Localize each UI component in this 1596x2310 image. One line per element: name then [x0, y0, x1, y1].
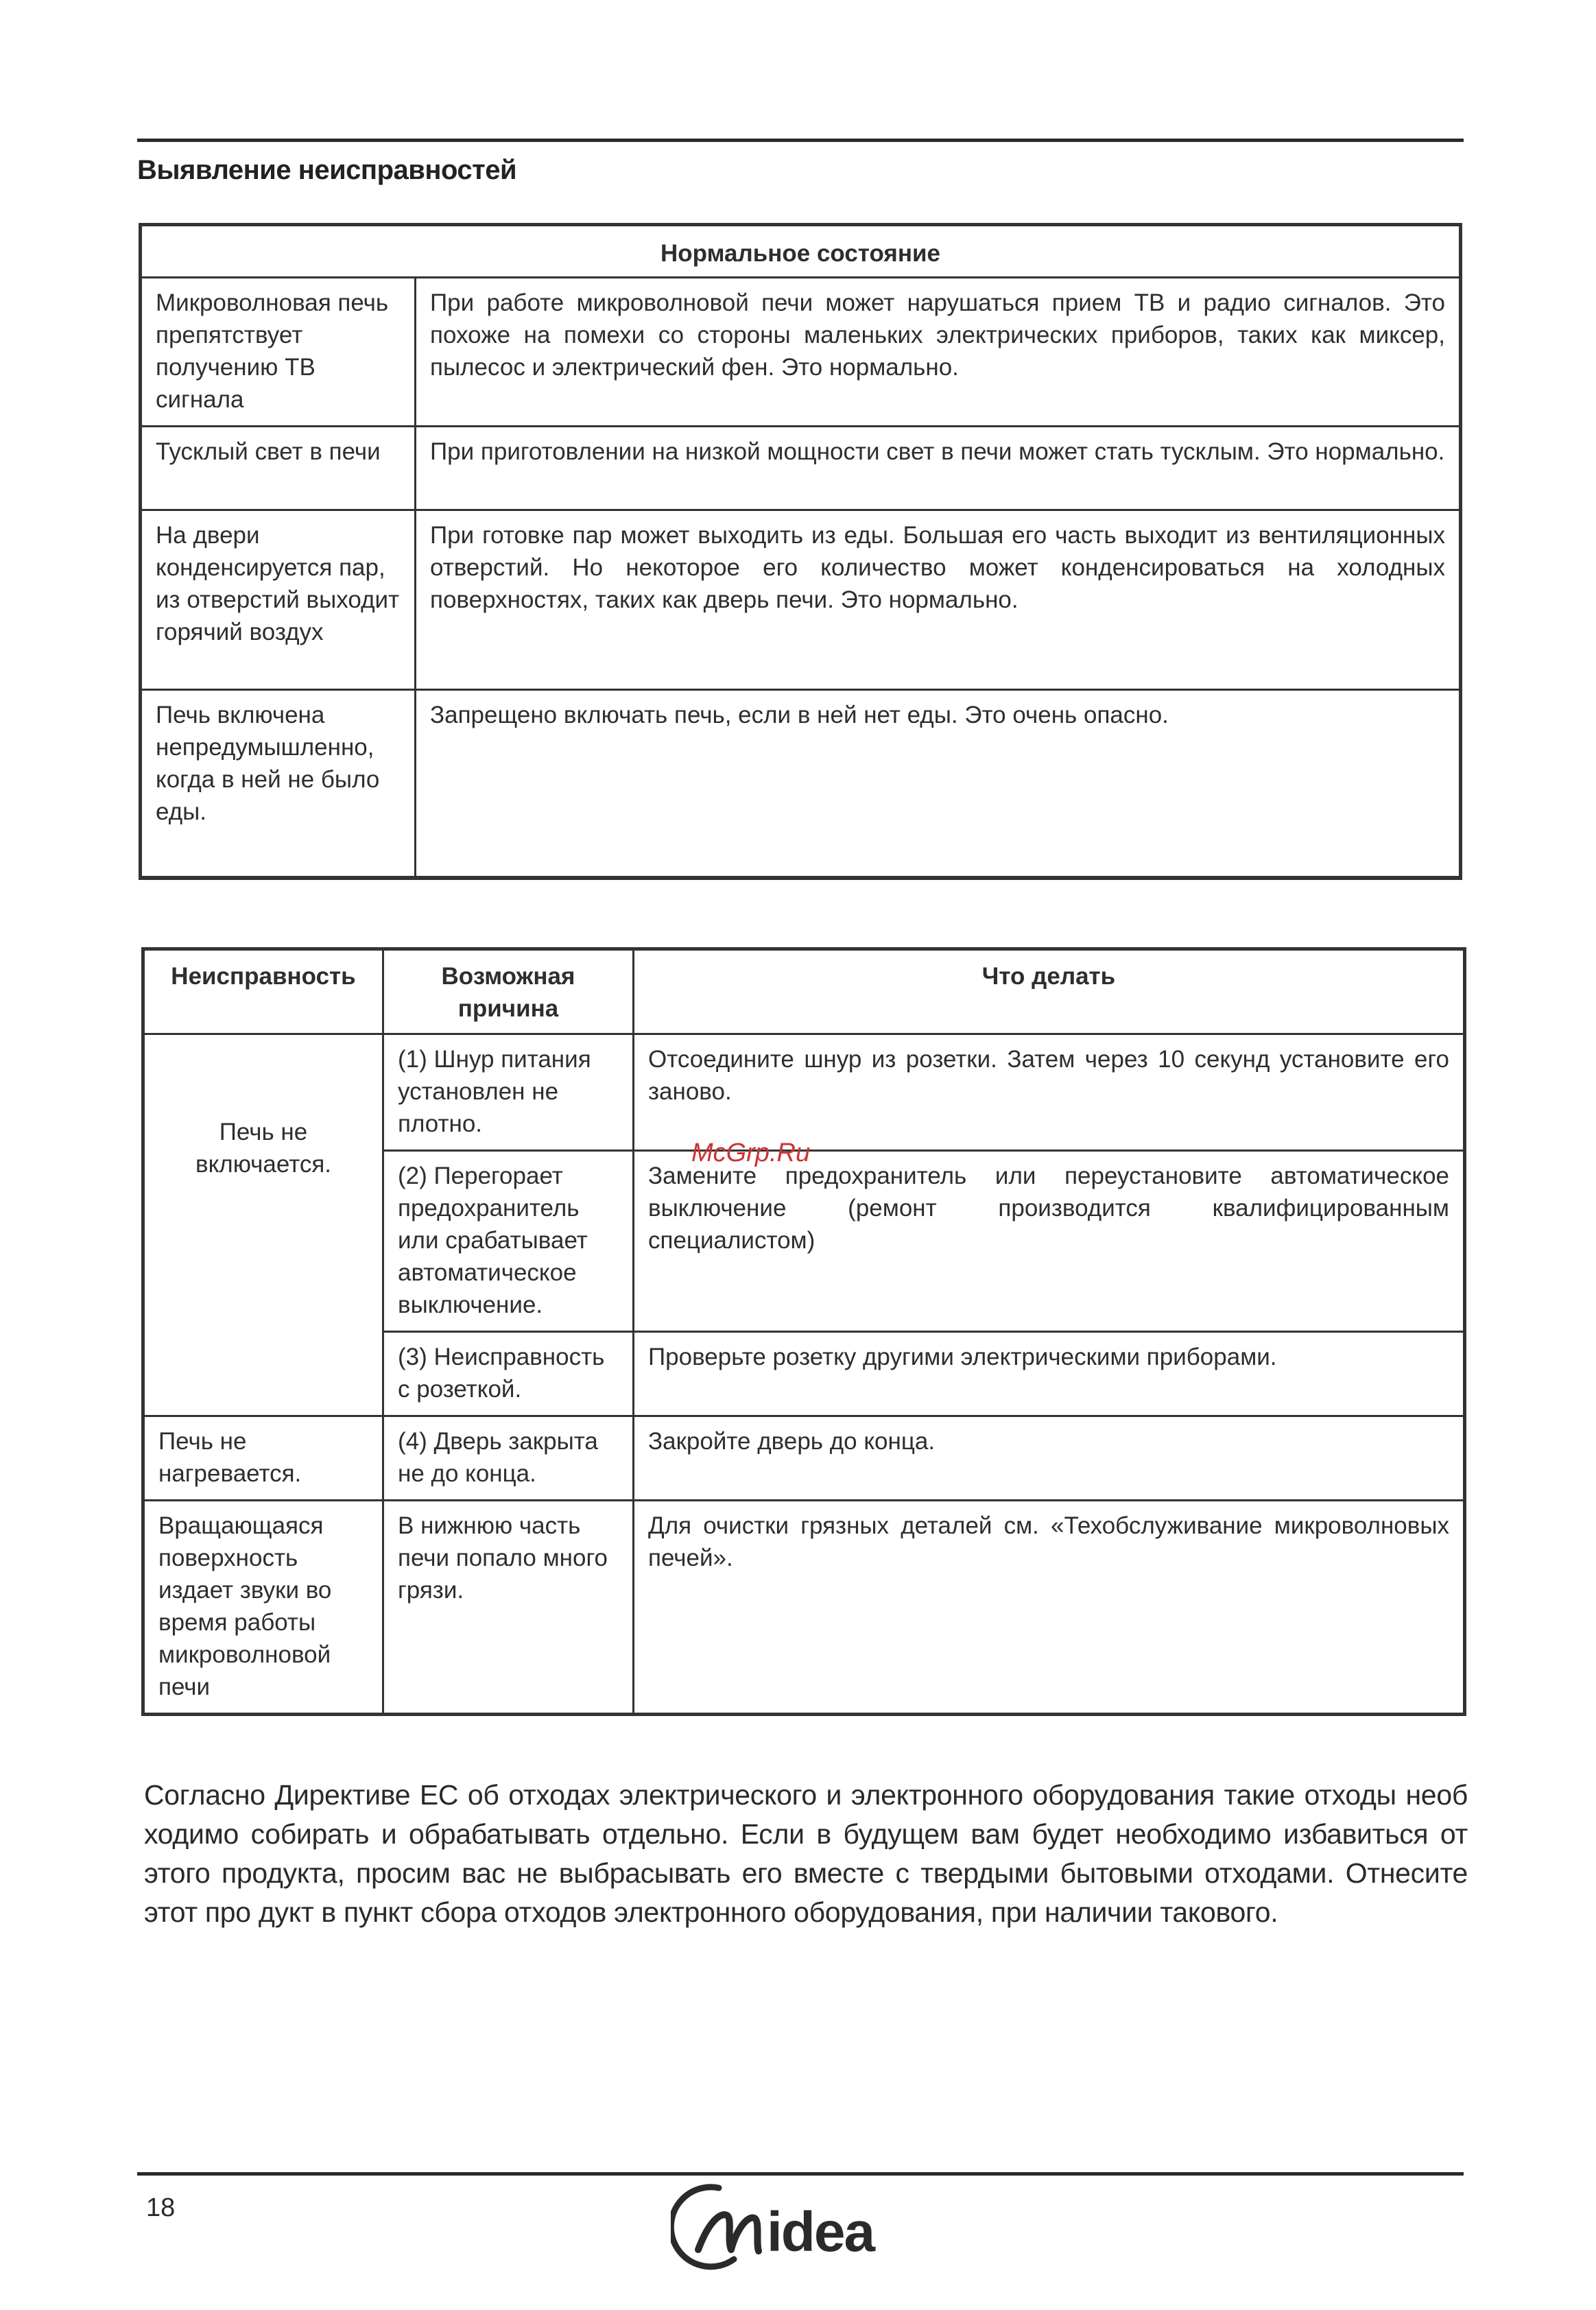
table-row: [141, 278, 1461, 427]
midea-logo: [671, 2174, 918, 2270]
table-row: [143, 1501, 1465, 1715]
table-row: [141, 510, 1461, 690]
cause-cell: (4) Дверь закрыта не до конца.: [383, 1416, 634, 1501]
table-row: [141, 427, 1461, 510]
top-rule: [137, 139, 1464, 142]
cause-cell: (2) Перегорает предохранитель или срабатывает автоматическое выключение.: [383, 1151, 634, 1332]
watermark: McGrp.Ru: [691, 1139, 811, 1167]
section-title: Выявление неисправностей: [137, 155, 517, 185]
action-header: Что делать: [634, 949, 1465, 1034]
brand-name: idea: [767, 2201, 874, 2263]
trouble-table-header-row: [143, 949, 1465, 1034]
cause-cell: (1) Шнур питания установлен не плотно.: [383, 1034, 634, 1151]
explanation-cell: При готовке пар может выходить из еды. Большая его часть выходит из вентиляционных отверстий. Но некоторое его количество может конденсироваться на холодных поверхностях, таких как дверь печи. Это нормально.: [416, 510, 1461, 690]
table-row: [143, 1034, 1465, 1151]
explanation-cell: Запрещено включать печь, если в ней нет еды. Это очень опасно.: [416, 690, 1461, 878]
table-row: [141, 690, 1461, 878]
fault-cell: Вращающаяся поверхность издает звуки во время работы микроволновой печи: [143, 1501, 383, 1715]
normal-table-header: Нормальное состояние: [141, 225, 1461, 278]
condition-cell: Тусклый свет в печи: [141, 427, 416, 510]
cause-cell: (3) Неисправность с розеткой.: [383, 1332, 634, 1416]
explanation-cell: При работе микроволновой печи может нарушаться прием ТВ и радио сигналов. Это похоже на помехи со стороны маленьких электрических приборов, таких как миксер, пылесос и электрический фен. Это нормально.: [416, 278, 1461, 427]
fault-cell: Печь не нагревается.: [143, 1416, 383, 1501]
weee-notice: Согласно Директиве ЕС об отходах электрического и электронного оборудования такие отходы необ ходимо собирать и обрабатывать отдельно. Если в будущем вам будет необходимо избавиться от этого продукта, просим вас не выбрасывать его вместе с твердыми бытовыми отходами. Отнесите этот про дукт в пункт сбора отходов электронного оборудования, при наличии такового.: [144, 1779, 1468, 1928]
page-number: 18: [146, 2193, 176, 2222]
cause-cell: В нижнюю часть печи попало много грязи.: [383, 1501, 634, 1715]
fault-header: Неисправность: [143, 949, 383, 1034]
action-cell: Для очистки грязных деталей см. «Техобслуживание микроволновых печей».: [634, 1501, 1465, 1715]
normal-state-table: [139, 223, 1462, 880]
condition-cell: На двери конденсируется пар, из отверстий выходит горячий воздух: [141, 510, 416, 690]
action-cell: Закройте дверь до конца.: [634, 1416, 1465, 1501]
action-cell: Отсоедините шнур из розетки. Затем через 10 секунд установите его заново.: [634, 1034, 1465, 1151]
fault-cell: Печь не включается.: [143, 1034, 383, 1416]
condition-cell: Микроволновая печь препятствует получению ТВ сигнала: [141, 278, 416, 427]
table-row: [143, 1416, 1465, 1501]
condition-cell: Печь включена непредумышленно, когда в ней не было еды.: [141, 690, 416, 878]
normal-table-header-row: [141, 225, 1461, 278]
troubleshooting-table: [141, 947, 1466, 1716]
action-cell: Проверьте розетку другими электрическими приборами.: [634, 1332, 1465, 1416]
cause-header: Возможная причина: [383, 949, 634, 1034]
explanation-cell: При приготовлении на низкой мощности свет в печи может стать тусклым. Это нормально.: [416, 427, 1461, 510]
action-cell: Замените предохранитель или переустановите автоматическое выключение (ремонт производится квалифицированным специалистом): [634, 1151, 1465, 1332]
